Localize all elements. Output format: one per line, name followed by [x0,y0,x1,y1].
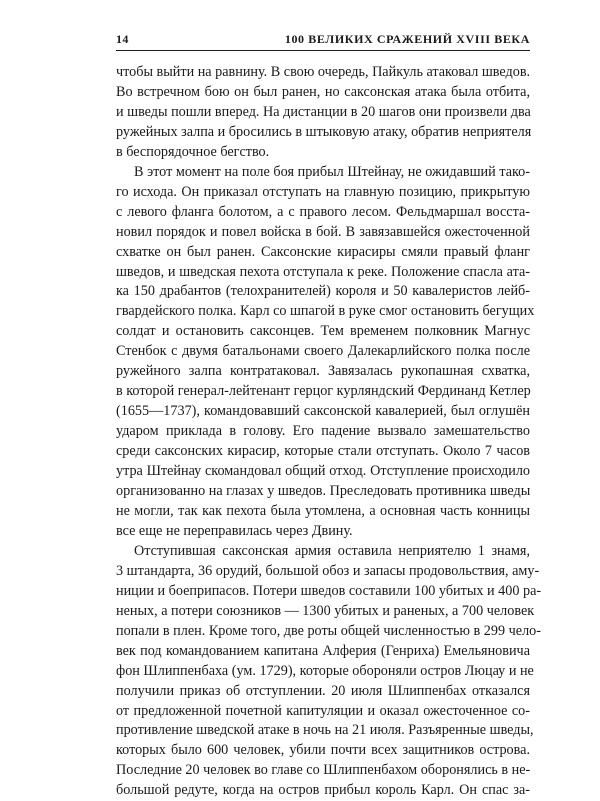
text-line: среди саксонских кирасир, которые стали отступать. Около 7 часов [116,443,530,460]
text-line: гвардейского полка. Карл со шпагой в руке смог остановить бегущих [116,303,535,320]
text-line: неных, а потери союзников — 1300 убитых и раненых, а 700 человек [116,602,535,619]
text-line: Последние 20 человек во главе со Шлиппенбахом оборонялись в не- [116,762,531,779]
text-line: 3 штандарта, 36 орудий, большой обоз и запасы продовольствия, аму- [116,562,540,579]
text-line: не могли, так как пехота была утомлена, а основная часть конницы [116,502,530,519]
text-line: В этот момент на поле боя прибыл Штейнау, не ожидавший тако- [134,163,530,180]
text-line: утра Штейнау скомандовал общий отход. Отступление происходило [116,463,530,480]
text-line: в которой генерал-лейтенант герцог курляндский Фердинанд Кетлер [116,383,531,400]
book-page [116,32,542,801]
paragraph [116,63,530,163]
book-title: 100 ВЕЛИКИХ СРАЖЕНИЙ XVIII ВЕКА [284,32,530,46]
text-line: ниции и боеприпасов. Потери шведов составили 100 убитых и 400 ра- [116,582,542,599]
text-line: в беспорядочное бегство. [116,143,270,160]
text-line: фон Шлиппенбаха (ум. 1729), которые обороняли остров Люцау и не [116,662,534,679]
text-line: ружейных залпа и бросились в штыковую атаку, обратив неприятеля [116,123,532,140]
text-line: ударом приклада в голову. Его падение вызвало замешательство [116,423,530,440]
text-line: ружейного залпа контратаковал. Завязалась рукопашная схватка, [116,363,530,380]
text-line: все еще не переправилась через Двину. [116,522,353,539]
text-line: получили приказ об отступлении. 20 июля Шлиппенбах отказался [116,682,530,699]
text-line: с левого фланга болотом, а с правого лесом. Фельдмаршал восста- [116,203,530,220]
text-line: Во встречном бою он был ранен, но саксонская атака была отбита, [116,83,530,100]
text-line: схватке он был ранен. Саксонские кирасиры смяли правый фланг [116,243,530,260]
text-line: шведов, и шведская пехота отступала к реке. Положение спасла ата- [116,263,530,280]
paragraph [116,542,542,801]
text-line: Отступившая саксонская армия оставила неприятелю 1 знамя, [134,542,530,559]
paragraph [116,163,535,542]
text-line: век под командованием капитана Алферия (Генриха) Емельяновича [116,642,530,659]
text-line: от предложенной почетной капитуляции и оказал ожесточенное со- [116,702,530,719]
text-line: ка 150 драбантов (телохранителей) короля и 50 кавалеристов лейб- [116,283,530,300]
text-line: го исхода. Он приказал отступать на главную позицию, прикрытую [116,183,530,200]
text-line: противление шведской атаке в ночь на 21 июля. Разъяренные шведы, [116,722,534,739]
text-line: (1655—1737), командовавший саксонской кавалерией, был оглушён [116,403,530,420]
text-line: организованно на глазах у шведов. Преследовать противника шведы [116,483,531,500]
text-line: новил порядок и повел войска в бой. В завязавшейся ожесточенной [116,223,530,240]
body-text [116,63,542,801]
page-number: 14 [116,32,129,46]
text-line: которых было 600 человек, убили почти всех защитников острова. [116,742,530,759]
text-line: и шведы пошли вперед. На дистанции в 20 шагов они произвели два [116,103,531,120]
text-line: Стенбок с двумя батальонами своего Далекарлийского полка после [116,343,530,360]
text-line: солдат и остановить саксонцев. Тем временем полковник Магнус [116,323,530,340]
running-header [116,32,530,51]
text-line: чтобы выйти на равнину. В свою очередь, Пайкуль атаковал шведов. [116,64,531,80]
text-line: большой редуте, когда на остров прибыл король Карл. Он спас за- [116,782,530,799]
text-line: попали в плен. Кроме того, две роты общей численностью в 299 чело- [116,622,541,639]
